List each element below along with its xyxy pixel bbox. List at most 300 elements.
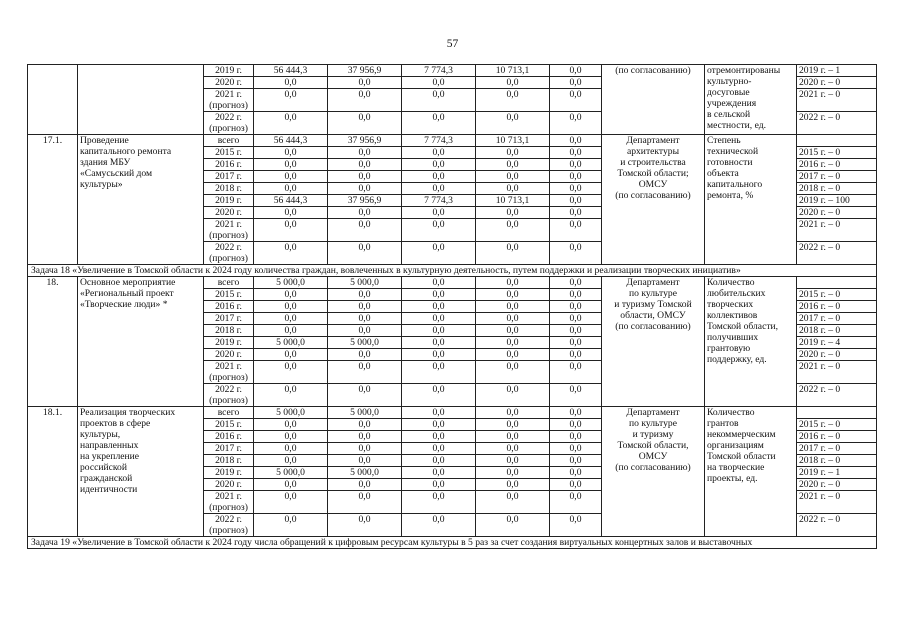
amount-cell-text: 0,0 [432, 325, 445, 336]
item-name [78, 65, 204, 135]
amount-cell [476, 455, 550, 467]
amount-cell-text: 0,0 [432, 491, 445, 502]
period-cell [204, 431, 254, 443]
period-cell-text: всего [217, 135, 240, 146]
amount-cell-text: 0,0 [506, 325, 519, 336]
item-name [78, 135, 204, 265]
amount-cell [328, 337, 402, 349]
amount-cell-text: 37 956,9 [347, 135, 382, 146]
amount-cell-text: 0,0 [569, 65, 582, 76]
amount-cell [476, 301, 550, 313]
indicator-target [797, 147, 877, 159]
amount-cell [328, 431, 402, 443]
amount-cell [328, 455, 402, 467]
amount-cell-text: 0,0 [432, 289, 445, 300]
period-cell-text: 2020 г. [215, 207, 242, 218]
amount-cell [550, 183, 602, 195]
indicator-target-text: 2020 г. – 0 [799, 77, 841, 88]
amount-cell-text: 0,0 [569, 431, 582, 442]
amount-cell [402, 65, 476, 77]
amount-cell [476, 195, 550, 207]
amount-cell [254, 491, 328, 514]
amount-cell [550, 289, 602, 301]
indicator-target-text: 2017 г. – 0 [799, 171, 841, 182]
period-cell [204, 219, 254, 242]
amount-cell-text: 0,0 [506, 491, 519, 502]
amount-cell [402, 301, 476, 313]
amount-cell [550, 219, 602, 242]
indicator-target-text: 2015 г. – 0 [799, 289, 841, 300]
amount-cell [402, 135, 476, 147]
indicator-target-text: 2018 г. – 0 [799, 325, 841, 336]
amount-cell-text: 0,0 [432, 77, 445, 88]
indicator-name [705, 135, 797, 265]
amount-cell-text: 0,0 [432, 467, 445, 478]
amount-cell-text: 0,0 [432, 479, 445, 490]
amount-cell [254, 431, 328, 443]
amount-cell-text: 0,0 [358, 77, 371, 88]
amount-cell-text: 0,0 [432, 207, 445, 218]
task-row [28, 537, 877, 549]
amount-cell [328, 407, 402, 419]
amount-cell-text: 0,0 [358, 171, 371, 182]
amount-cell-text: 0,0 [358, 159, 371, 170]
amount-cell [550, 349, 602, 361]
amount-cell-text: 5 000,0 [350, 337, 379, 348]
amount-cell-text: 0,0 [284, 384, 297, 395]
amount-cell [402, 384, 476, 407]
amount-cell [254, 384, 328, 407]
amount-cell [550, 491, 602, 514]
period-cell [204, 207, 254, 219]
amount-cell [550, 77, 602, 89]
amount-cell [550, 195, 602, 207]
period-cell-text: 2016 г. [215, 431, 242, 442]
amount-cell-text: 0,0 [506, 89, 519, 100]
amount-cell-text: 0,0 [569, 467, 582, 478]
indicator-target [797, 242, 877, 265]
amount-cell-text: 0,0 [284, 183, 297, 194]
indicator-target [797, 491, 877, 514]
indicator-target [797, 337, 877, 349]
amount-cell [476, 349, 550, 361]
item-name [78, 407, 204, 537]
amount-cell [328, 514, 402, 537]
amount-cell-text: 7 774,3 [424, 135, 453, 146]
period-cell [204, 301, 254, 313]
amount-cell [254, 514, 328, 537]
indicator-target [797, 171, 877, 183]
amount-cell-text: 0,0 [506, 431, 519, 442]
indicator-target [797, 207, 877, 219]
amount-cell-text: 0,0 [358, 514, 371, 525]
amount-cell [550, 361, 602, 384]
amount-cell [328, 384, 402, 407]
amount-cell-text: 0,0 [284, 207, 297, 218]
indicator-target-text: 2016 г. – 0 [799, 159, 841, 170]
amount-cell [402, 325, 476, 337]
period-cell [204, 171, 254, 183]
amount-cell-text: 0,0 [569, 89, 582, 100]
amount-cell [402, 419, 476, 431]
amount-cell-text: 0,0 [432, 313, 445, 324]
amount-cell-text: 0,0 [284, 361, 297, 372]
amount-cell [476, 479, 550, 491]
amount-cell [402, 147, 476, 159]
amount-cell [402, 349, 476, 361]
amount-cell-text: 0,0 [358, 349, 371, 360]
amount-cell [550, 207, 602, 219]
amount-cell [476, 112, 550, 135]
amount-cell-text: 0,0 [569, 479, 582, 490]
period-cell-text: 2020 г. [215, 349, 242, 360]
amount-cell [328, 289, 402, 301]
amount-cell [328, 147, 402, 159]
amount-cell-text: 0,0 [569, 159, 582, 170]
period-cell [204, 195, 254, 207]
amount-cell-text: 0,0 [284, 431, 297, 442]
amount-cell-text: 0,0 [358, 325, 371, 336]
amount-cell [254, 135, 328, 147]
amount-cell-text: 0,0 [432, 171, 445, 182]
amount-cell [328, 301, 402, 313]
amount-cell-text: 0,0 [506, 242, 519, 253]
amount-cell [402, 195, 476, 207]
amount-cell-text: 0,0 [506, 183, 519, 194]
period-cell [204, 407, 254, 419]
amount-cell [476, 431, 550, 443]
amount-cell [254, 419, 328, 431]
indicator-target-text: 2022 г. – 0 [799, 514, 841, 525]
period-cell [204, 242, 254, 265]
amount-cell [328, 183, 402, 195]
amount-cell [476, 443, 550, 455]
period-cell [204, 349, 254, 361]
amount-cell-text: 0,0 [358, 479, 371, 490]
amount-cell [476, 289, 550, 301]
amount-cell [328, 195, 402, 207]
amount-cell-text: 0,0 [358, 431, 371, 442]
item-number [28, 277, 78, 407]
amount-cell-text: 0,0 [506, 112, 519, 123]
task-heading-text: Задача 19 «Увеличение в Томской области к 2024 году числа обращений к цифровым ресурсам культуры в 5 раз за счет создания виртуальных концертных залов и выставочных [31, 537, 753, 548]
amount-cell-text: 0,0 [569, 361, 582, 372]
amount-cell-text: 0,0 [432, 89, 445, 100]
amount-cell [402, 407, 476, 419]
responsible-org-text: Департамент по культуре и туризму Томской области, ОМСУ (по согласованию) [615, 407, 691, 473]
amount-cell-text: 37 956,9 [347, 65, 382, 76]
indicator-target [797, 183, 877, 195]
indicator-target [797, 77, 877, 89]
amount-cell-text: 0,0 [569, 419, 582, 430]
amount-cell [550, 159, 602, 171]
responsible-org [602, 277, 705, 407]
amount-cell [476, 277, 550, 289]
amount-cell [550, 65, 602, 77]
indicator-target-text: 2018 г. – 0 [799, 455, 841, 466]
amount-cell-text: 0,0 [432, 431, 445, 442]
amount-cell [550, 443, 602, 455]
amount-cell [476, 467, 550, 479]
amount-cell [402, 77, 476, 89]
indicator-target [797, 195, 877, 207]
amount-cell-text: 0,0 [284, 147, 297, 158]
period-cell [204, 147, 254, 159]
period-cell [204, 65, 254, 77]
amount-cell-text: 5 000,0 [276, 337, 305, 348]
period-cell-text: 2019 г. [215, 65, 242, 76]
amount-cell-text: 5 000,0 [350, 467, 379, 478]
amount-cell [254, 207, 328, 219]
amount-cell [550, 325, 602, 337]
amount-cell-text: 0,0 [358, 443, 371, 454]
amount-cell [476, 207, 550, 219]
period-cell-text: 2021 г. (прогноз) [209, 219, 248, 241]
indicator-target-text: 2021 г. – 0 [799, 89, 841, 100]
amount-cell [328, 467, 402, 479]
period-cell-text: 2019 г. [215, 337, 242, 348]
indicator-target [797, 277, 877, 289]
task-heading-text: Задача 18 «Увеличение в Томской области к 2024 году количества граждан, вовлеченных в культурную деятельность, путем поддержки и реализации творческих инициатив» [31, 265, 741, 276]
indicator-target-text: 2021 г. – 0 [799, 491, 841, 502]
amount-cell-text: 0,0 [506, 407, 519, 418]
indicator-target [797, 443, 877, 455]
period-cell [204, 419, 254, 431]
amount-cell-text: 0,0 [358, 242, 371, 253]
amount-cell-text: 0,0 [358, 361, 371, 372]
indicator-target [797, 135, 877, 147]
period-cell-text: 2015 г. [215, 147, 242, 158]
amount-cell-text: 0,0 [432, 384, 445, 395]
amount-cell-text: 0,0 [432, 337, 445, 348]
amount-cell [328, 135, 402, 147]
period-cell [204, 337, 254, 349]
amount-cell [550, 467, 602, 479]
amount-cell-text: 0,0 [358, 301, 371, 312]
amount-cell [550, 407, 602, 419]
period-cell-text: 2021 г. (прогноз) [209, 491, 248, 513]
indicator-target [797, 65, 877, 77]
indicator-target [797, 159, 877, 171]
indicator-target [797, 89, 877, 112]
amount-cell-text: 10 713,1 [495, 135, 530, 146]
amount-cell-text: 0,0 [432, 455, 445, 466]
amount-cell-text: 0,0 [506, 443, 519, 454]
indicator-target-text: 2020 г. – 0 [799, 479, 841, 490]
table-row [28, 135, 877, 147]
amount-cell [254, 349, 328, 361]
amount-cell-text: 37 956,9 [347, 195, 382, 206]
amount-cell [476, 419, 550, 431]
amount-cell [476, 65, 550, 77]
indicator-target-text: 2015 г. – 0 [799, 419, 841, 430]
amount-cell-text: 0,0 [358, 89, 371, 100]
period-cell-text: 2017 г. [215, 443, 242, 454]
period-cell [204, 135, 254, 147]
amount-cell [328, 361, 402, 384]
amount-cell [254, 407, 328, 419]
indicator-target [797, 467, 877, 479]
amount-cell [402, 277, 476, 289]
amount-cell [328, 491, 402, 514]
indicator-target-text: 2019 г. – 1 [799, 467, 841, 478]
amount-cell-text: 0,0 [569, 289, 582, 300]
indicator-target [797, 349, 877, 361]
amount-cell-text: 0,0 [569, 491, 582, 502]
amount-cell [550, 431, 602, 443]
period-cell-text: 2020 г. [215, 479, 242, 490]
amount-cell [402, 219, 476, 242]
amount-cell-text: 0,0 [284, 242, 297, 253]
item-number [28, 135, 78, 265]
amount-cell [254, 242, 328, 265]
amount-cell [476, 242, 550, 265]
amount-cell [476, 337, 550, 349]
amount-cell-text: 0,0 [284, 313, 297, 324]
amount-cell-text: 0,0 [432, 159, 445, 170]
indicator-target [797, 325, 877, 337]
amount-cell-text: 0,0 [284, 443, 297, 454]
amount-cell [254, 195, 328, 207]
amount-cell [476, 361, 550, 384]
amount-cell [476, 407, 550, 419]
period-cell [204, 479, 254, 491]
amount-cell [402, 443, 476, 455]
amount-cell [402, 479, 476, 491]
period-cell-text: 2018 г. [215, 455, 242, 466]
amount-cell-text: 0,0 [569, 455, 582, 466]
amount-cell-text: 7 774,3 [424, 195, 453, 206]
indicator-target [797, 301, 877, 313]
program-table [27, 64, 877, 549]
amount-cell-text: 5 000,0 [276, 407, 305, 418]
amount-cell-text: 56 444,3 [273, 135, 308, 146]
amount-cell-text: 0,0 [569, 313, 582, 324]
amount-cell-text: 10 713,1 [495, 65, 530, 76]
amount-cell [254, 301, 328, 313]
indicator-target-text: 2022 г. – 0 [799, 112, 841, 123]
amount-cell [254, 89, 328, 112]
amount-cell [328, 77, 402, 89]
amount-cell-text: 10 713,1 [495, 195, 530, 206]
amount-cell [476, 325, 550, 337]
amount-cell [476, 147, 550, 159]
period-cell-text: 2022 г. (прогноз) [209, 112, 248, 134]
indicator-target [797, 219, 877, 242]
amount-cell-text: 0,0 [506, 419, 519, 430]
amount-cell-text: 0,0 [432, 514, 445, 525]
period-cell-text: 2017 г. [215, 313, 242, 324]
amount-cell-text: 0,0 [358, 491, 371, 502]
amount-cell [254, 361, 328, 384]
amount-cell-text: 0,0 [358, 112, 371, 123]
amount-cell [254, 325, 328, 337]
amount-cell [254, 289, 328, 301]
amount-cell [254, 65, 328, 77]
item-number [28, 65, 78, 135]
amount-cell-text: 0,0 [506, 349, 519, 360]
amount-cell-text: 0,0 [506, 159, 519, 170]
amount-cell-text: 0,0 [569, 301, 582, 312]
amount-cell [550, 135, 602, 147]
indicator-name-text: Количество грантов некоммерческим организациям Томской области на творческие проекты, ед. [707, 407, 776, 484]
amount-cell [402, 514, 476, 537]
item-number-text: 17.1. [42, 135, 63, 146]
responsible-org-text: Департамент архитектуры и строительства Томской области; ОМСУ (по согласованию) [615, 135, 691, 201]
amount-cell-text: 0,0 [432, 242, 445, 253]
amount-cell [476, 89, 550, 112]
amount-cell-text: 56 444,3 [273, 195, 308, 206]
amount-cell [402, 467, 476, 479]
amount-cell [550, 479, 602, 491]
amount-cell-text: 56 444,3 [273, 65, 308, 76]
amount-cell [550, 89, 602, 112]
amount-cell [328, 89, 402, 112]
task-heading [28, 265, 877, 277]
item-name-text: Основное мероприятие «Региональный проект «Творческие люди» * [80, 277, 176, 310]
amount-cell [550, 455, 602, 467]
amount-cell-text: 0,0 [506, 219, 519, 230]
amount-cell-text: 5 000,0 [350, 277, 379, 288]
period-cell-text: всего [217, 407, 240, 418]
period-cell-text: 2017 г. [215, 171, 242, 182]
amount-cell-text: 0,0 [284, 325, 297, 336]
amount-cell-text: 0,0 [358, 207, 371, 218]
amount-cell [476, 77, 550, 89]
amount-cell-text: 0,0 [284, 112, 297, 123]
period-cell-text: 2022 г. (прогноз) [209, 514, 248, 536]
amount-cell [402, 207, 476, 219]
period-cell-text: 2022 г. (прогноз) [209, 384, 248, 406]
amount-cell-text: 0,0 [569, 337, 582, 348]
amount-cell [550, 301, 602, 313]
amount-cell-text: 0,0 [569, 207, 582, 218]
table-row [28, 407, 877, 419]
amount-cell [328, 219, 402, 242]
amount-cell-text: 5 000,0 [276, 467, 305, 478]
amount-cell-text: 0,0 [284, 289, 297, 300]
amount-cell-text: 0,0 [432, 277, 445, 288]
period-cell [204, 455, 254, 467]
amount-cell-text: 0,0 [569, 183, 582, 194]
period-cell-text: 2018 г. [215, 325, 242, 336]
amount-cell [328, 171, 402, 183]
amount-cell-text: 0,0 [284, 349, 297, 360]
amount-cell [254, 159, 328, 171]
amount-cell-text: 0,0 [569, 77, 582, 88]
amount-cell-text: 0,0 [358, 219, 371, 230]
amount-cell-text: 0,0 [506, 361, 519, 372]
amount-cell [328, 65, 402, 77]
indicator-target [797, 384, 877, 407]
responsible-org [602, 65, 705, 135]
amount-cell [254, 171, 328, 183]
amount-cell-text: 0,0 [358, 313, 371, 324]
amount-cell-text: 0,0 [284, 77, 297, 88]
amount-cell [254, 112, 328, 135]
amount-cell [328, 242, 402, 265]
amount-cell-text: 0,0 [506, 301, 519, 312]
period-cell-text: 2018 г. [215, 183, 242, 194]
period-cell [204, 467, 254, 479]
amount-cell [328, 313, 402, 325]
indicator-target-text: 2021 г. – 0 [799, 361, 841, 372]
amount-cell [476, 313, 550, 325]
amount-cell [476, 135, 550, 147]
amount-cell [550, 112, 602, 135]
period-cell [204, 514, 254, 537]
indicator-target [797, 313, 877, 325]
